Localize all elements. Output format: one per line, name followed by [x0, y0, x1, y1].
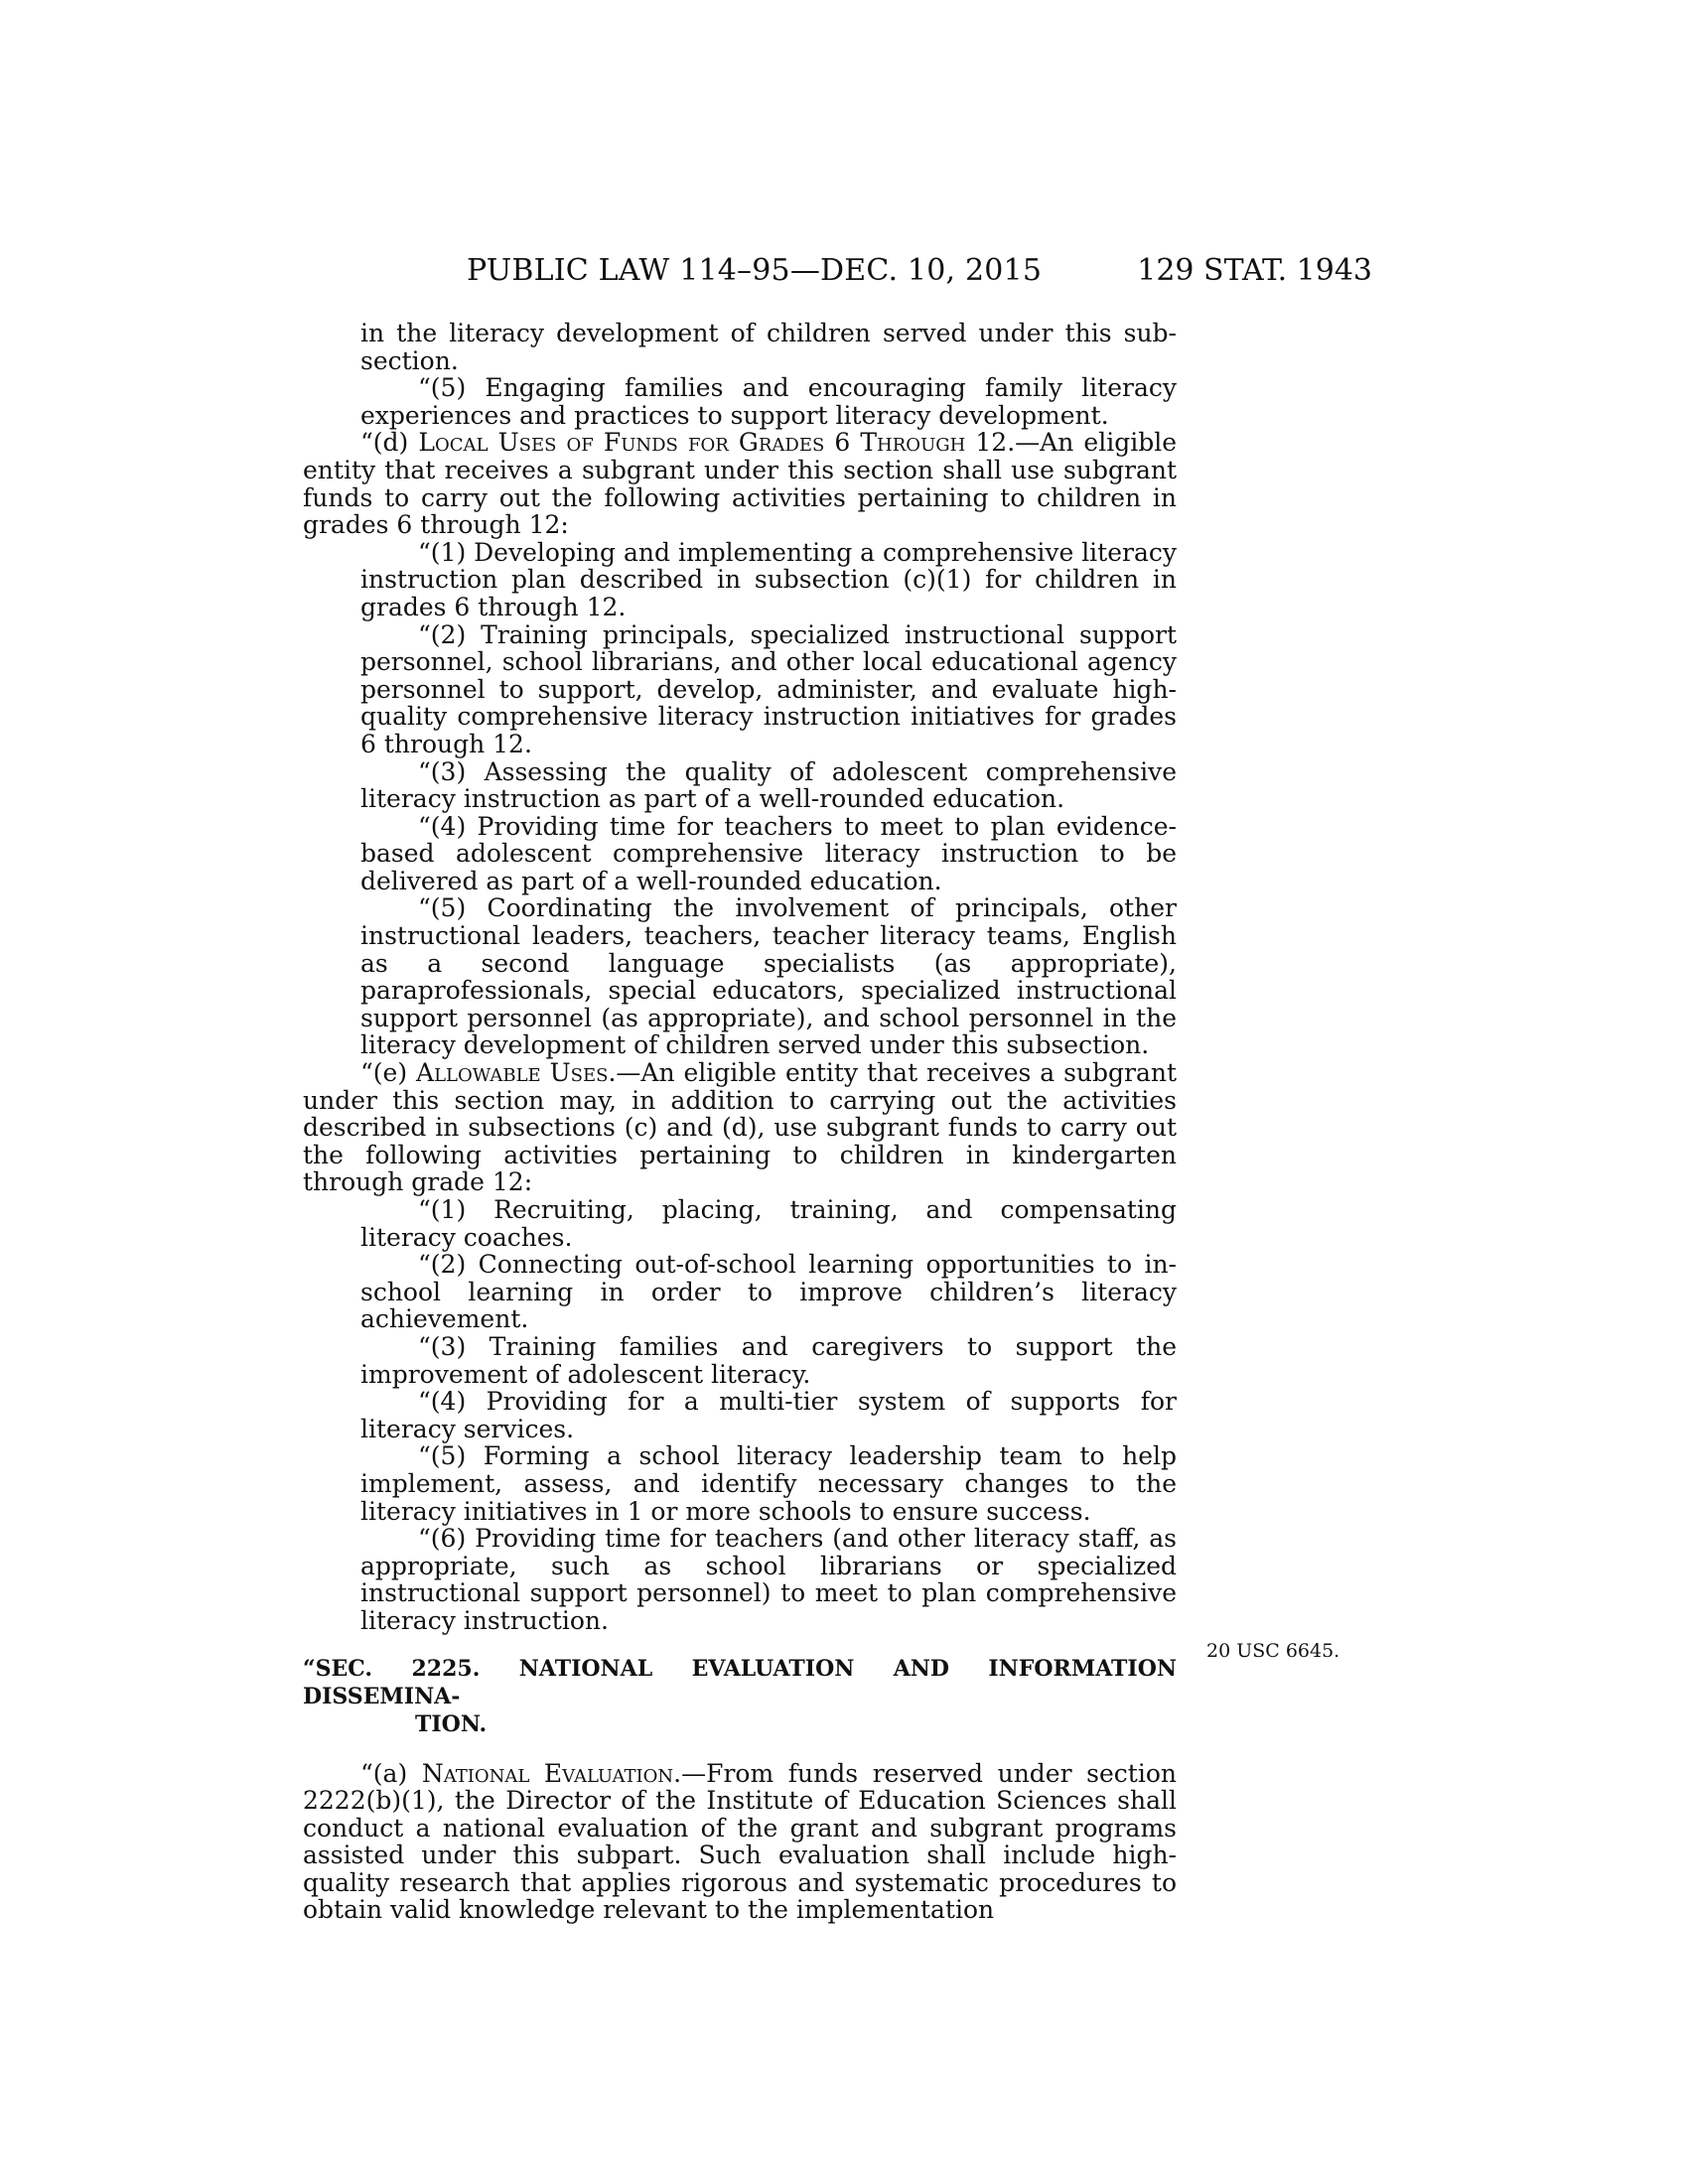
paragraph-d4: “(4) Providing time for teachers to meet to plan evidence-based adolescent comprehensive literacy instruction to be delivered as part of a well-rounded education.: [360, 811, 1177, 895]
section-heading-block: [303, 1655, 1177, 1738]
subsection-e-open: “(e): [360, 1058, 417, 1088]
subsection-d: [303, 429, 1177, 538]
paragraph-e1: “(1) Recruiting, placing, training, and compensating literacy coaches.: [360, 1195, 1177, 1252]
usc-margin-citation: 20 USC 6645.: [1206, 1640, 1340, 1662]
paragraph-d2: “(2) Training principals, specialized instructional support personnel, school librarians, and other local educational agency personnel to support, develop, administer, and evaluate high-quality comprehensive literacy instruction initiatives for grades 6 through 12.: [360, 619, 1177, 758]
paragraph-e3: “(3) Training families and caregivers to support the improvement of adolescent literacy.: [360, 1331, 1177, 1389]
paragraph-c5: “(5) Engaging families and encouraging family literacy experiences and practices to support literacy development.: [360, 373, 1177, 430]
statute-body: [303, 320, 1177, 1924]
subsection-a: [303, 1760, 1177, 1925]
paragraph-continuation: in the literacy development of children served under this sub-section.: [360, 319, 1177, 375]
section-heading-line1: “SEC. 2225. NATIONAL EVALUATION AND INFORMATION DISSEMINA-: [303, 1655, 1177, 1709]
subsection-e: [303, 1059, 1177, 1196]
section-heading-line2: TION.: [415, 1710, 488, 1737]
subsection-d-open: “(d): [360, 428, 419, 458]
subsection-a-open: “(a): [360, 1758, 422, 1788]
subsection-e-text: —An eligible entity that receives a subgrant under this section may, in addition to carrying out the activities described in subsections (c) and (d), use subgrant funds to carry out the following activities pertaining to children in kindergarten through grade 12:: [303, 1058, 1178, 1197]
paragraph-e6: “(6) Providing time for teachers (and other literacy staff, as appropriate, such as school librarians or specialized instructional support personnel) to meet to plan comprehensive literacy instruction.: [360, 1524, 1177, 1635]
paragraph-d3: “(3) Assessing the quality of adolescent comprehensive literacy instruction as part of a well-rounded education.: [360, 756, 1177, 814]
subsection-d-heading: Local Uses of Funds for Grades 6 Through 12.: [418, 428, 1016, 458]
paragraph-d1: “(1) Developing and implementing a comprehensive literacy instruction plan described in subsection (c)(1) for children in grades 6 through 12.: [360, 537, 1178, 621]
statute-page-number: 129 STAT. 1943: [1137, 253, 1372, 288]
page-header: [0, 253, 1688, 293]
running-head-title: PUBLIC LAW 114–95—DEC. 10, 2015: [467, 253, 1043, 288]
subsection-a-heading: National Evaluation.: [421, 1758, 682, 1788]
paragraph-e2: “(2) Connecting out-of-school learning opportunities to in-school learning in order to improve children’s literacy achievement.: [360, 1250, 1177, 1334]
section-heading: [303, 1655, 1177, 1738]
paragraph-e5: “(5) Forming a school literacy leadership team to help implement, assess, and identify necessary changes to the literacy initiatives in 1 or more schools to ensure success.: [360, 1441, 1177, 1526]
paragraph-e4: “(4) Providing for a multi-tier system of supports for literacy services.: [360, 1387, 1177, 1443]
subsection-e-heading: Allowable Uses.: [416, 1058, 617, 1088]
subsection-a-text: —From funds reserved under section 2222(b)(1), the Director of the Institute of Education Sciences shall conduct a national evaluation of the grant and subgrant programs assisted under this subpart. Such evaluation shall include high-quality research that applies rigorous and systematic procedures to obtain valid knowledge relevant to the implementation: [303, 1758, 1177, 1925]
paragraph-d5: “(5) Coordinating the involvement of principals, other instructional leaders, teachers, teacher literacy teams, English as a second language specialists (as appropriate), paraprofessionals, special educators, specialized instructional support personnel (as appropriate), and school personnel in the literacy development of children served under this subsection.: [360, 893, 1177, 1060]
subsection-d-text: —An eligible entity that receives a subgrant under this section shall use subgrant funds to carry out the following activities pertaining to children in grades 6 through 12:: [303, 428, 1177, 540]
